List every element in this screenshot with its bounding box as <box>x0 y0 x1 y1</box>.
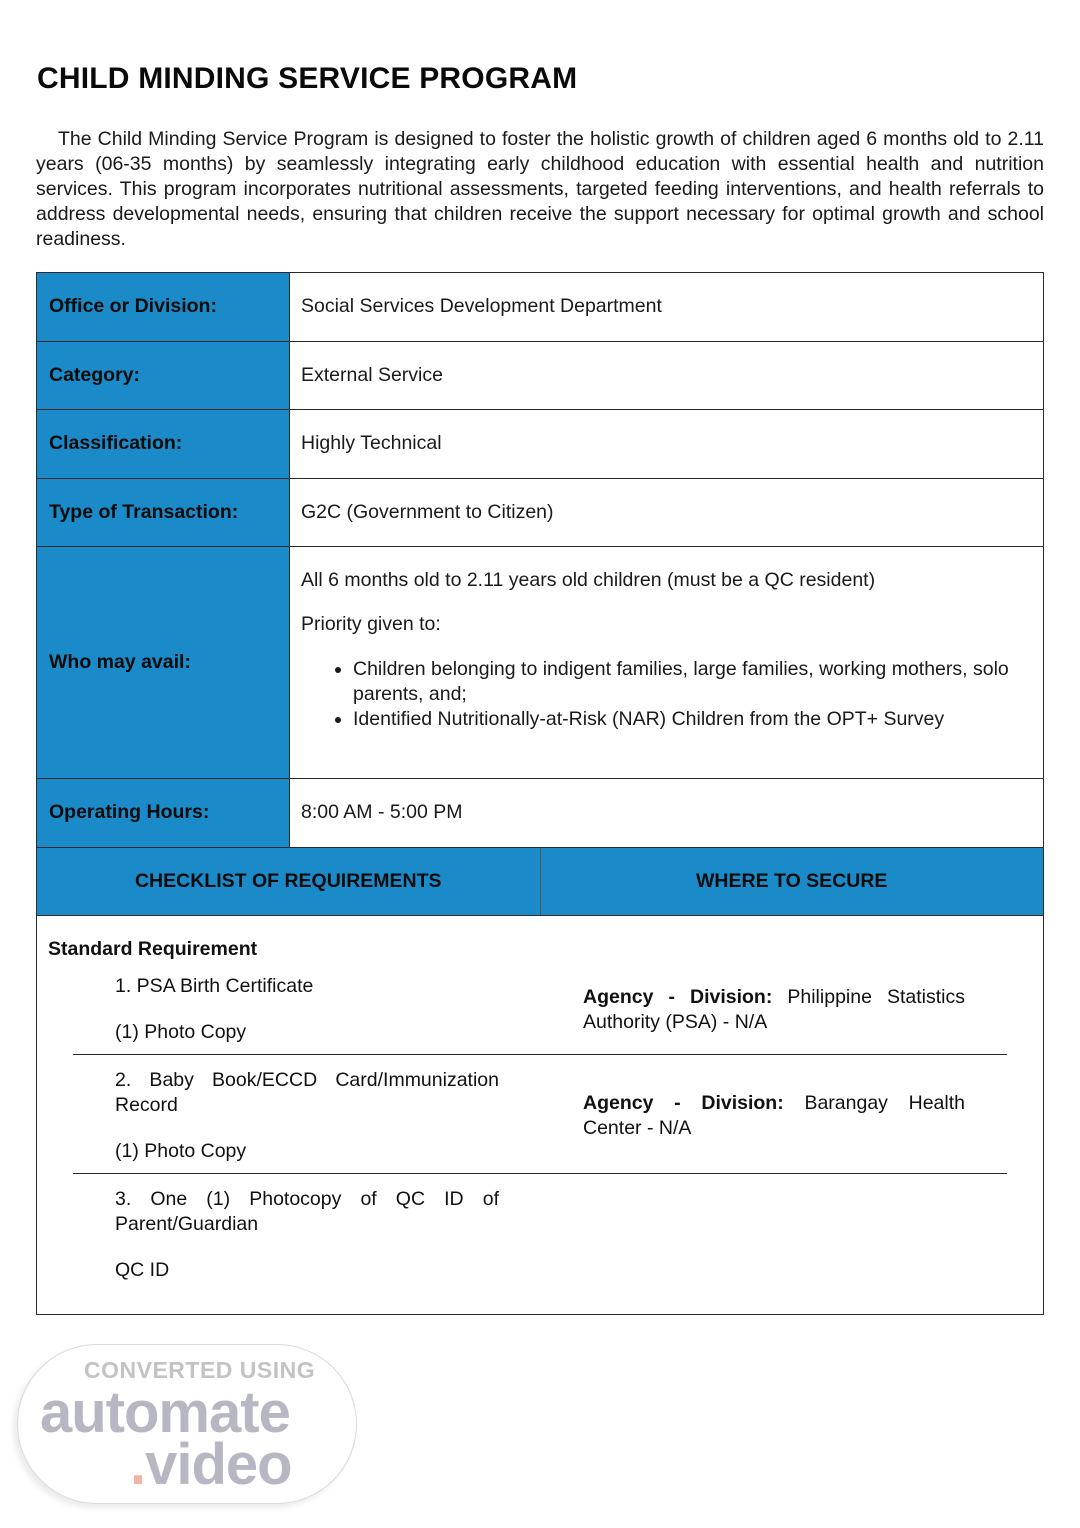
requirement-qty: QC ID <box>115 1258 170 1281</box>
row-label: Who may avail: <box>37 547 290 778</box>
row-label: Category: <box>37 342 290 410</box>
row-category <box>37 342 1043 411</box>
agency-label: Agency - Division: <box>583 985 773 1008</box>
page-title: CHILD MINDING SERVICE PROGRAM <box>37 62 578 95</box>
requirement-name: 1. PSA Birth Certificate <box>115 974 314 997</box>
row-transaction-type <box>37 479 1043 548</box>
checklist-header: CHECKLIST OF REQUIREMENTS <box>37 848 541 915</box>
agency-label: Agency - Division: <box>583 1091 784 1114</box>
requirement-qty: (1) Photo Copy <box>115 1139 247 1162</box>
watermark-line3 <box>130 1431 292 1498</box>
section-title: Standard Requirement <box>48 937 258 960</box>
watermark-dot: . <box>130 1432 146 1497</box>
requirement-name: 3. One (1) Photocopy of QC ID of Parent/Guardian <box>115 1187 499 1235</box>
priority-item: • Identified Nutritionally-at-Risk (NAR) Children from the OPT+ Survey <box>353 707 1043 732</box>
eligibility-text: All 6 months old to 2.11 years old children (must be a QC resident) <box>301 569 876 591</box>
divider <box>73 1173 1007 1175</box>
agency-value: Philippine Statistics Authority (PSA) - N/A <box>583 985 965 1033</box>
watermark-video: video <box>145 1432 292 1497</box>
intro-paragraph: The Child Minding Service Program is designed to foster the holistic growth of children aged 6 months old to 2.11 years (06-35 months) by seamlessly integrating early childhood education with essential health and nutrition services. This program incorporates nutritional assessments, targeted feeding interventions, and health referrals to address developmental needs, ensuring that children receive the support necessary for optimal growth and school readiness. <box>36 128 1044 250</box>
row-label: Operating Hours: <box>37 779 290 847</box>
row-label: Classification: <box>37 410 290 478</box>
watermark-line2: automate <box>40 1380 290 1445</box>
requirement-source <box>583 985 965 1035</box>
where-to-secure-header: WHERE TO SECURE <box>696 869 888 892</box>
row-label: Type of Transaction: <box>37 479 290 547</box>
agency-value: Barangay Health Center - N/A <box>583 1091 965 1139</box>
row-value: 8:00 AM - 5:00 PM <box>301 801 463 824</box>
row-operating-hours <box>37 779 1043 848</box>
row-value <box>290 547 1043 778</box>
row-who-may-avail <box>37 547 1043 779</box>
requirements-header <box>37 848 1043 916</box>
requirement-qty: (1) Photo Copy <box>115 1020 247 1043</box>
row-value: G2C (Government to Citizen) <box>301 500 554 523</box>
priority-item: • Children belonging to indigent families, large families, working mothers, solo parents, and; <box>353 657 1043 707</box>
row-value: Social Services Development Department <box>301 295 662 318</box>
watermark-badge <box>17 1344 357 1504</box>
service-info-table <box>36 272 1044 1315</box>
requirements-body <box>37 916 1043 1314</box>
requirement-source <box>583 1091 965 1141</box>
requirement-name: 2. Baby Book/ECCD Card/Immunization Record <box>115 1068 499 1116</box>
divider <box>73 1054 1007 1056</box>
watermark-line1: CONVERTED USING <box>84 1357 316 1383</box>
priority-heading: Priority given to: <box>301 613 441 635</box>
row-value: External Service <box>301 363 443 386</box>
row-classification <box>37 410 1043 479</box>
row-value: Highly Technical <box>301 432 442 455</box>
row-office <box>37 273 1043 342</box>
priority-list <box>353 657 1043 732</box>
row-label: Office or Division: <box>37 273 290 341</box>
